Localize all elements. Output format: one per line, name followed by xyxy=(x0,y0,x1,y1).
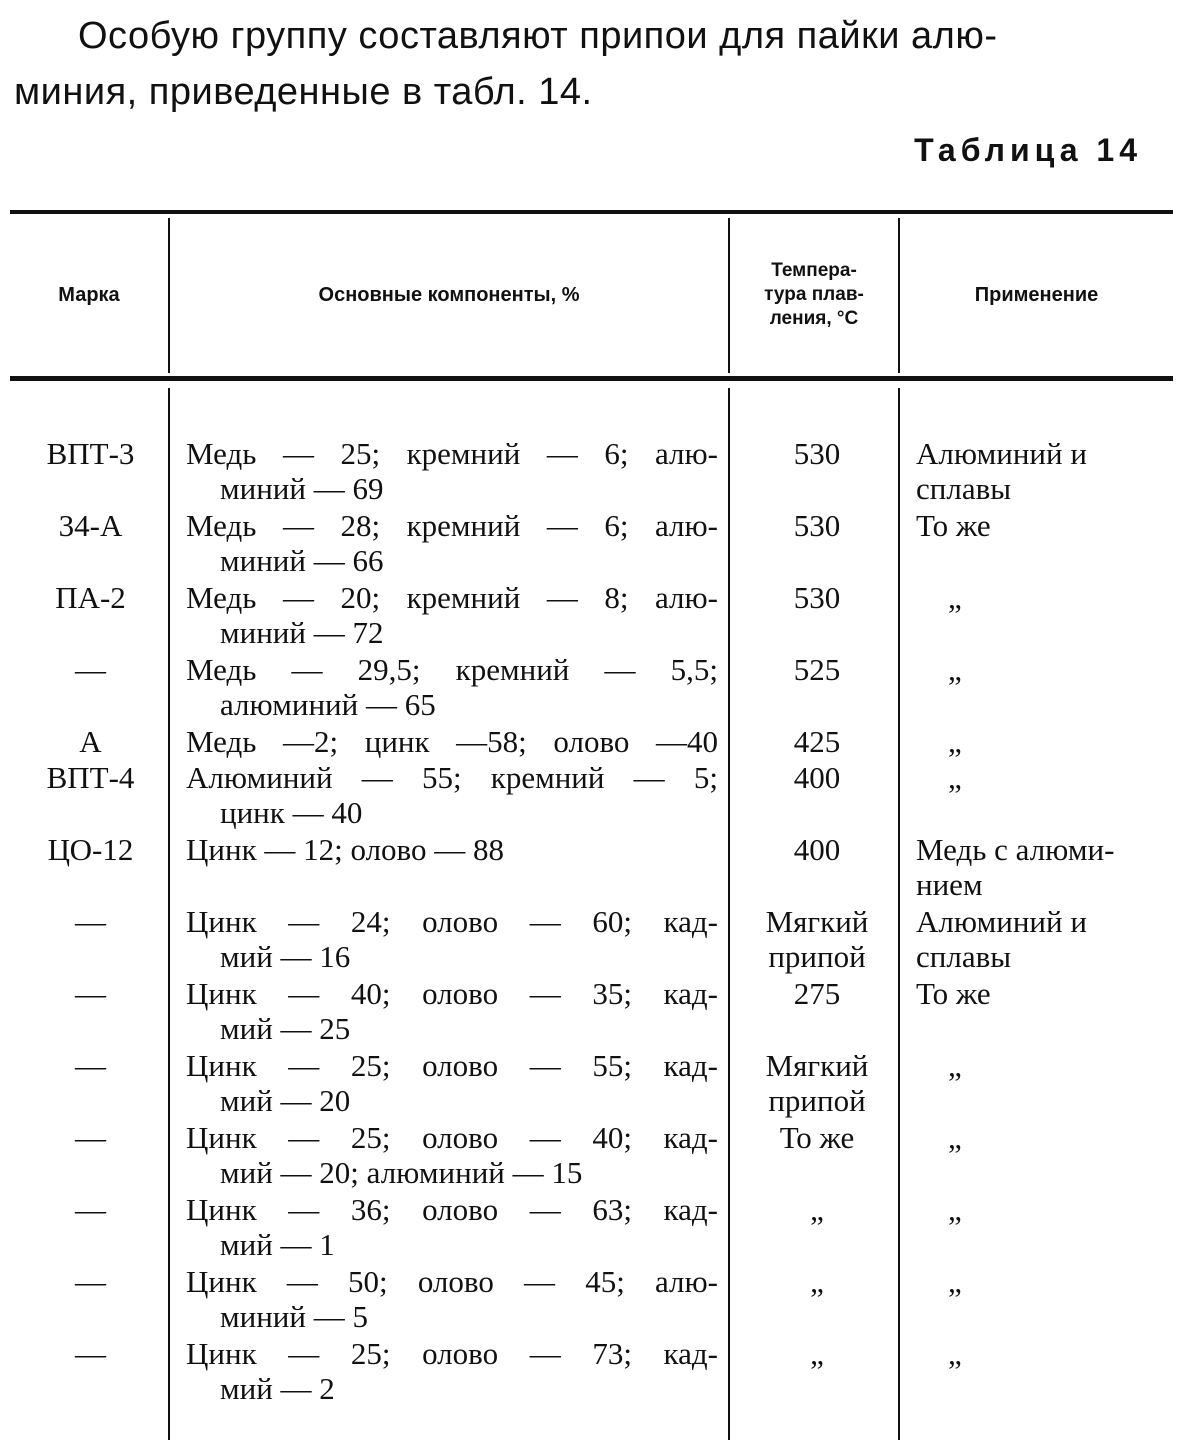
cell-temperature: Мягкий припой xyxy=(765,1048,869,1118)
cell-temperature: „ xyxy=(810,1336,824,1371)
intro-line-2: миния, приведенные в табл. 14. xyxy=(14,71,593,113)
components-line-2: миний — 69 xyxy=(220,471,384,506)
components-line-2: миний — 5 xyxy=(220,1299,368,1334)
components-line-1: Цинк — 12; олово — 88 xyxy=(186,832,504,867)
cell-mark: — xyxy=(75,1120,106,1155)
cell-components xyxy=(186,832,718,867)
components-line-1: Медь —2; цинк —58; олово —40 xyxy=(186,724,718,759)
components-line-2: цинк — 40 xyxy=(220,795,363,830)
components-line-1: Медь — 20; кремний — 8; алю- xyxy=(186,580,718,615)
components-line-2: миний — 66 xyxy=(220,543,384,578)
cell-application: То же xyxy=(916,976,991,1011)
cell-temperature: 400 xyxy=(793,832,841,867)
components-line-2: мий — 20; алюминий — 15 xyxy=(220,1155,583,1190)
table-row xyxy=(0,1120,1182,1192)
table-caption: Таблица 14 xyxy=(914,132,1142,168)
header-mark: Марка xyxy=(58,284,120,306)
cell-application: Алюминий и сплавы xyxy=(916,904,1087,974)
table-row xyxy=(0,652,1182,724)
cell-application: „ xyxy=(948,1048,962,1083)
components-line-2: мий — 16 xyxy=(220,939,351,974)
components-line-1: Цинк — 50; олово — 45; алю- xyxy=(186,1264,718,1299)
table-header-rule xyxy=(10,376,1173,381)
components-line-1: Медь — 25; кремний — 6; алю- xyxy=(186,436,718,471)
cell-application: „ xyxy=(948,1336,962,1371)
cell-mark: — xyxy=(75,1192,106,1227)
intro-line-1: Особую группу составляют припои для пайки алю- xyxy=(78,15,998,57)
cell-components xyxy=(186,436,718,506)
cell-application: Алюминий и сплавы xyxy=(916,436,1087,506)
cell-mark: — xyxy=(75,1264,106,1299)
cell-mark: — xyxy=(75,1336,106,1371)
table-row xyxy=(0,904,1182,976)
cell-temperature: 530 xyxy=(793,436,841,471)
header-components: Основные компоненты, % xyxy=(318,284,580,306)
cell-temperature: „ xyxy=(810,1192,824,1227)
cell-components xyxy=(186,1120,718,1190)
cell-temperature: 275 xyxy=(793,976,841,1011)
cell-mark: ПА-2 xyxy=(55,580,126,615)
table-row xyxy=(0,436,1182,508)
components-line-1: Цинк — 25; олово — 40; кад- xyxy=(186,1120,718,1155)
components-line-1: Цинк — 36; олово — 63; кад- xyxy=(186,1192,718,1227)
cell-mark: ЦО-12 xyxy=(47,832,134,867)
components-line-2: алюминий — 65 xyxy=(220,687,436,722)
table-row xyxy=(0,1192,1182,1264)
components-line-1: Цинк — 25; олово — 73; кад- xyxy=(186,1336,718,1371)
cell-components xyxy=(186,904,718,974)
cell-temperature: 530 xyxy=(793,580,841,615)
cell-mark: — xyxy=(75,1048,106,1083)
cell-application: То же xyxy=(916,508,991,543)
cell-mark: А xyxy=(79,724,102,759)
table-row xyxy=(0,1048,1182,1120)
cell-components xyxy=(186,580,718,650)
cell-components xyxy=(186,976,718,1046)
cell-application: „ xyxy=(948,652,962,687)
cell-mark: ВПТ-3 xyxy=(46,436,135,471)
cell-temperature: 530 xyxy=(793,508,841,543)
table-row xyxy=(0,580,1182,652)
components-line-2: миний — 72 xyxy=(220,615,384,650)
intro-paragraph xyxy=(14,8,1174,120)
components-line-1: Цинк — 40; олово — 35; кад- xyxy=(186,976,718,1011)
cell-mark: — xyxy=(75,652,106,687)
table-body xyxy=(0,436,1182,1408)
components-line-1: Цинк — 25; олово — 55; кад- xyxy=(186,1048,718,1083)
cell-application: „ xyxy=(948,760,962,795)
components-line-1: Медь — 29,5; кремний — 5,5; xyxy=(186,652,718,687)
cell-temperature: 425 xyxy=(793,724,841,759)
header-temperature: Темпера- тура плав- ления, °C xyxy=(764,260,864,329)
cell-application: Медь с алюми- нием xyxy=(916,832,1115,902)
cell-components xyxy=(186,1192,718,1262)
cell-temperature: Мягкий припой xyxy=(765,904,869,974)
table-row xyxy=(0,976,1182,1048)
components-line-2: мий — 25 xyxy=(220,1011,351,1046)
cell-mark: 34-А xyxy=(58,508,123,543)
header-application: Применение xyxy=(974,284,1099,306)
cell-application: „ xyxy=(948,1192,962,1227)
components-line-2: мий — 2 xyxy=(220,1371,335,1406)
components-line-1: Цинк — 24; олово — 60; кад- xyxy=(186,904,718,939)
cell-application: „ xyxy=(948,724,962,759)
cell-components xyxy=(186,508,718,578)
table-row xyxy=(0,760,1182,832)
cell-application: „ xyxy=(948,1264,962,1299)
cell-components xyxy=(186,1264,718,1334)
table-row xyxy=(0,1264,1182,1336)
cell-mark: — xyxy=(75,904,106,939)
components-line-2: мий — 1 xyxy=(220,1227,335,1262)
cell-components xyxy=(186,652,718,722)
cell-temperature: „ xyxy=(810,1264,824,1299)
cell-application: „ xyxy=(948,580,962,615)
cell-temperature: 525 xyxy=(793,652,841,687)
cell-application: „ xyxy=(948,1120,962,1155)
cell-components xyxy=(186,724,718,759)
cell-mark: — xyxy=(75,976,106,1011)
table-row xyxy=(0,1336,1182,1408)
cell-temperature: То же xyxy=(779,1120,855,1155)
cell-components xyxy=(186,1336,718,1406)
cell-components xyxy=(186,760,718,830)
table-row xyxy=(0,724,1182,760)
table-row xyxy=(0,832,1182,904)
cell-components xyxy=(186,1048,718,1118)
cell-temperature: 400 xyxy=(793,760,841,795)
components-line-1: Алюминий — 55; кремний — 5; xyxy=(186,760,718,795)
components-line-1: Медь — 28; кремний — 6; алю- xyxy=(186,508,718,543)
cell-mark: ВПТ-4 xyxy=(46,760,135,795)
table-row xyxy=(0,508,1182,580)
components-line-2: мий — 20 xyxy=(220,1083,351,1118)
